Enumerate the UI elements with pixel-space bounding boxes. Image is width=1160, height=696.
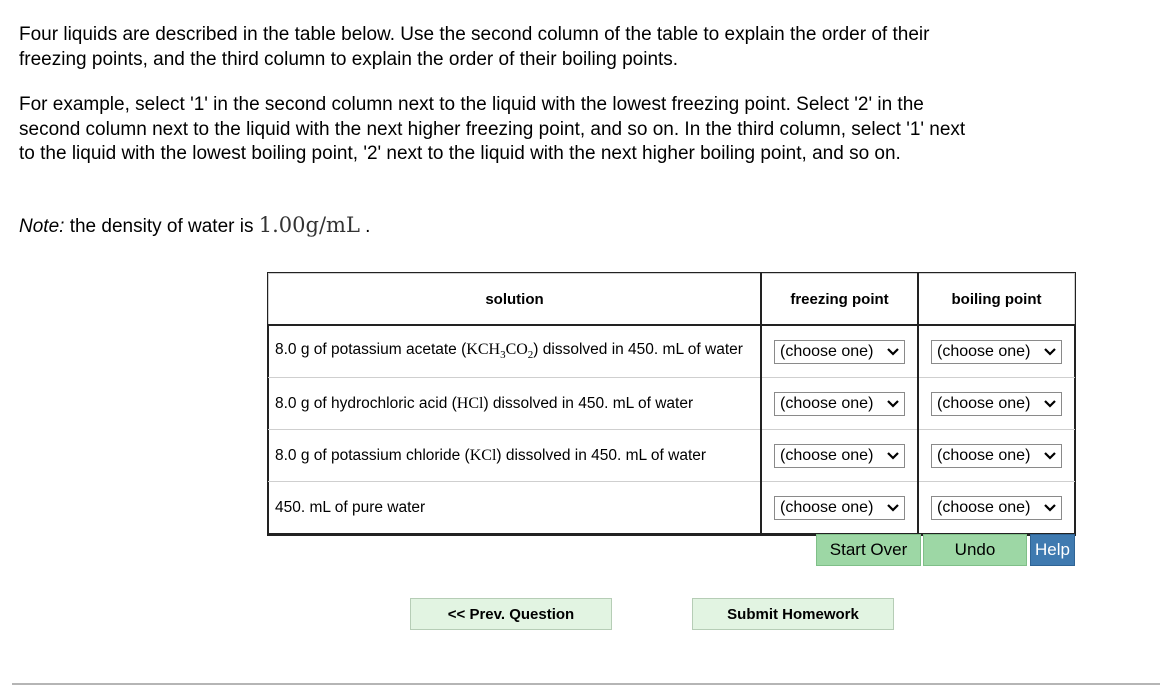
header-boiling-point: boiling point xyxy=(918,274,1075,326)
boiling-point-select-row-3[interactable]: (choose one) xyxy=(931,444,1062,468)
table-row xyxy=(269,482,1075,535)
table-row xyxy=(269,325,1075,378)
boiling-cell xyxy=(918,430,1075,482)
chemical-formula: HCl xyxy=(456,394,484,412)
boiling-cell xyxy=(918,482,1075,535)
freezing-cell xyxy=(761,325,918,378)
boiling-cell xyxy=(918,325,1075,378)
header-solution: solution xyxy=(269,274,762,326)
freezing-point-select-row-3[interactable]: (choose one) xyxy=(774,444,905,468)
solution-cell: 8.0 g of potassium chloride (KCl) dissolved in 450. mL of water xyxy=(269,430,762,482)
freezing-point-select-row-1[interactable]: (choose one) xyxy=(774,340,905,364)
freezing-cell xyxy=(761,430,918,482)
solution-cell: 8.0 g of potassium acetate $(KCH_3CO_2)$ dissolved in 450. mL of water xyxy=(269,325,762,378)
table-header-row xyxy=(269,274,1075,326)
prev-question-button[interactable]: << Prev. Question xyxy=(410,598,612,630)
boiling-point-select-row-1[interactable]: (choose one) xyxy=(931,340,1062,364)
chevron-down-icon xyxy=(1043,399,1057,409)
solution-cell: 8.0 g of hydrochloric acid (HCl) dissolved in 450. mL of water xyxy=(269,378,762,430)
chevron-down-icon xyxy=(886,347,900,357)
table-row xyxy=(269,378,1075,430)
start-over-button[interactable]: Start Over xyxy=(816,534,921,566)
note-end: . xyxy=(359,216,371,237)
chemical-formula: KCl xyxy=(469,446,497,464)
table-row xyxy=(269,430,1075,482)
boiling-point-select-row-2[interactable]: (choose one) xyxy=(931,392,1062,416)
chevron-down-icon xyxy=(886,503,900,513)
density-note xyxy=(19,213,979,240)
chevron-down-icon xyxy=(886,399,900,409)
instructions-paragraph-1: Four liquids are described in the table below. Use the second column of the table to explain the order of their freezing points, and the third column to explain the order of their boiling points. xyxy=(19,24,930,70)
chevron-down-icon xyxy=(1043,451,1057,461)
help-button[interactable]: Help xyxy=(1030,534,1075,566)
density-value: 1.00g/mL xyxy=(258,213,360,237)
liquids-table xyxy=(268,273,1075,535)
freezing-point-select-row-2[interactable]: (choose one) xyxy=(774,392,905,416)
divider xyxy=(12,683,1160,685)
chemical-formula: $KCH_3CO_2$ xyxy=(466,341,534,362)
chevron-down-icon xyxy=(1043,347,1057,357)
chevron-down-icon xyxy=(1043,503,1057,513)
freezing-cell xyxy=(761,482,918,535)
note-label: Note: xyxy=(19,216,65,237)
freezing-cell xyxy=(761,378,918,430)
header-freezing-point: freezing point xyxy=(761,274,918,326)
note-text: the density of water is xyxy=(64,216,259,237)
submit-homework-button[interactable]: Submit Homework xyxy=(692,598,894,630)
freezing-point-select-row-4[interactable]: (choose one) xyxy=(774,496,905,520)
undo-button[interactable]: Undo xyxy=(923,534,1027,566)
boiling-cell xyxy=(918,378,1075,430)
chevron-down-icon xyxy=(886,451,900,461)
solution-cell: 450. mL of pure water xyxy=(269,482,762,535)
instructions-paragraph-2: For example, select '1' in the second column next to the liquid with the lowest freezing point. Select '2' in the second column next to the liquid with the next higher freezing point, and so on. In the third column, select '1' next to the liquid with the lowest boiling point, '2' next to the liquid with the next higher boiling point, and so on. xyxy=(19,94,966,164)
boiling-point-select-row-4[interactable]: (choose one) xyxy=(931,496,1062,520)
